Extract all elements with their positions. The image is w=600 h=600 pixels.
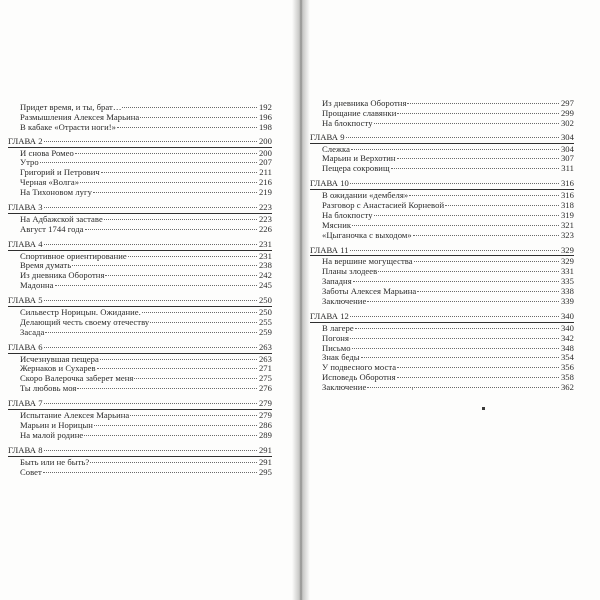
- entry-title: В ожидании «дембеля»: [322, 190, 409, 201]
- page-number: 316: [560, 190, 574, 201]
- entry-title: Исчезнувшая пещера: [20, 353, 99, 364]
- entry-title: На блокпосту: [322, 209, 373, 220]
- toc-entry: [8, 468, 272, 478]
- entry-title: Спортивное ориентирование: [20, 250, 127, 261]
- page-number: 338: [560, 286, 574, 297]
- entry-title: Западня: [322, 276, 352, 287]
- page-number: 259: [258, 326, 272, 337]
- page-number: 302: [560, 117, 574, 128]
- entry-title: Мадонна: [20, 280, 54, 291]
- dot-leader: [350, 250, 559, 251]
- toc-entry: [310, 383, 574, 393]
- dot-leader: [361, 357, 559, 358]
- page-number: 198: [258, 121, 272, 132]
- toc-chapter-heading: [8, 446, 272, 456]
- entry-title: Заключение: [322, 296, 367, 307]
- page-number: 362: [560, 382, 574, 393]
- dot-leader: [134, 378, 257, 379]
- dot-leader: [397, 158, 559, 159]
- toc-chapter-heading: [310, 246, 574, 256]
- entry-title: Ты любовь моя: [20, 383, 77, 394]
- entry-title: «Цыганочка с выходом»: [322, 229, 412, 240]
- page-number: 358: [560, 372, 574, 383]
- entry-title: Слежка: [322, 143, 350, 154]
- entry-title: Марьин и Верхотин: [322, 153, 396, 164]
- chapter-title: ГЛАВА 2: [8, 135, 43, 146]
- page-number: 323: [560, 229, 574, 240]
- page-number: 250: [258, 295, 272, 306]
- page-number: 200: [258, 135, 272, 146]
- chapter-title: ГЛАВА 12: [310, 310, 349, 321]
- dot-leader: [93, 192, 257, 193]
- page-number: 286: [258, 419, 272, 430]
- page-number: 348: [560, 342, 574, 353]
- page-number: 356: [560, 362, 574, 373]
- chapter-title: ГЛАВА 5: [8, 295, 43, 306]
- toc-entry: [8, 123, 272, 133]
- dot-leader: [100, 359, 257, 360]
- page-number: 295: [258, 466, 272, 477]
- toc-entry: [310, 119, 574, 129]
- dot-leader: [44, 403, 257, 404]
- chapter-title: ГЛАВА 9: [310, 131, 345, 142]
- dot-leader: [352, 225, 559, 226]
- dot-leader: [44, 244, 257, 245]
- dot-leader: [352, 348, 559, 349]
- dot-leader: [44, 347, 257, 348]
- page-number: 316: [560, 178, 574, 189]
- entry-title: Исповедь Оборотня: [322, 372, 396, 383]
- entry-title: Совет: [20, 466, 42, 477]
- dot-leader: [378, 271, 559, 272]
- entry-title: Погоня: [322, 332, 349, 343]
- left-table-of-contents: [8, 103, 272, 482]
- dot-leader: [346, 137, 559, 138]
- page-number: 354: [560, 352, 574, 363]
- page-number: 307: [560, 153, 574, 164]
- entry-title: Засада: [20, 326, 45, 337]
- toc-chapter-group: [310, 312, 574, 393]
- dot-leader: [367, 387, 559, 388]
- toc-entry: [310, 324, 574, 334]
- page-number: 340: [560, 310, 574, 321]
- toc-chapter-heading: [8, 399, 272, 409]
- page-number: 263: [258, 341, 272, 352]
- page-number: 339: [560, 296, 574, 307]
- dot-leader: [417, 291, 559, 292]
- dot-leader: [353, 281, 559, 282]
- dot-leader: [374, 215, 559, 216]
- dot-leader: [45, 332, 257, 333]
- toc-entry: [8, 318, 272, 328]
- page-number: 245: [258, 280, 272, 291]
- dot-leader: [407, 103, 559, 104]
- toc-entry: [310, 164, 574, 174]
- page-number: 335: [560, 276, 574, 287]
- chapter-title: ГЛАВА 11: [310, 244, 349, 255]
- dot-leader: [44, 300, 257, 301]
- dot-leader: [85, 229, 258, 230]
- entry-title: На малой родине: [20, 429, 84, 440]
- page-number: 211: [259, 167, 272, 178]
- entry-title: Испытание Алексея Марьина: [20, 410, 130, 421]
- entry-title: Пещера сокровищ: [322, 163, 390, 174]
- entry-title: На вершине могущества: [322, 256, 413, 267]
- entry-title: Черная «Волга»: [20, 177, 80, 188]
- dot-leader: [397, 367, 559, 368]
- dot-leader: [350, 316, 559, 317]
- dot-leader: [355, 328, 559, 329]
- page-number: 319: [560, 209, 574, 220]
- page-number: 342: [560, 332, 574, 343]
- entry-title: На Тихоновом лугу: [20, 187, 92, 198]
- page-number: 331: [560, 266, 574, 277]
- page-number: 231: [258, 238, 272, 249]
- dot-leader: [94, 425, 257, 426]
- dot-leader: [43, 472, 257, 473]
- page-number: 304: [560, 131, 574, 142]
- entry-title: Придет время, и ты, брат…: [20, 102, 122, 112]
- toc-entry: [8, 225, 272, 235]
- toc-chapter-heading: [310, 312, 574, 322]
- toc-entry: [8, 384, 272, 394]
- page-number: 291: [258, 444, 272, 455]
- dot-leader: [397, 113, 559, 114]
- entry-title: Из дневника Оборотня: [20, 270, 105, 281]
- right-table-of-contents: [310, 99, 574, 398]
- page-number: 263: [258, 353, 272, 364]
- page-number: 196: [258, 111, 272, 122]
- page-number: 297: [560, 98, 574, 108]
- chapter-title: ГЛАВА 8: [8, 444, 43, 455]
- toc-chapter-heading: [8, 137, 272, 147]
- entry-title: Григорий и Петрович: [20, 167, 100, 178]
- entry-title: Знак беды: [322, 352, 360, 363]
- page-number: 250: [258, 307, 272, 318]
- page-number: 255: [258, 316, 272, 327]
- entry-title: Письмо: [322, 342, 351, 353]
- page-number: 318: [560, 200, 574, 211]
- entry-title: Разговор с Анастасией Корневой: [322, 200, 445, 211]
- entry-title: Утро: [20, 157, 39, 168]
- toc-chapter-group: [310, 179, 574, 240]
- chapter-title: ГЛАВА 3: [8, 202, 43, 213]
- dot-leader: [80, 182, 257, 183]
- dot-leader: [351, 149, 559, 150]
- dot-leader: [75, 153, 257, 154]
- toc-chapter-group: [8, 343, 272, 394]
- toc-entry: [310, 297, 574, 307]
- toc-chapter-group: [8, 203, 272, 235]
- dot-leader: [117, 127, 257, 128]
- print-speck: [482, 407, 485, 410]
- dot-leader: [40, 162, 257, 163]
- chapter-title: ГЛАВА 10: [310, 178, 349, 189]
- page-number: 329: [560, 244, 574, 255]
- toc-chapter-group: [8, 240, 272, 291]
- dot-leader: [55, 285, 258, 286]
- dot-leader: [44, 141, 257, 142]
- page-number: 271: [258, 363, 272, 374]
- page-number: 238: [258, 260, 272, 271]
- page-number: 291: [258, 456, 272, 467]
- toc-chapter-group: [8, 296, 272, 338]
- entry-title: Прощание славянки: [322, 107, 397, 118]
- entry-title: Мясник: [322, 219, 352, 230]
- entry-title: На Адбажской заставе: [20, 213, 103, 224]
- entry-title: Быть или не быть?: [20, 456, 90, 467]
- toc-chapter-heading: [8, 296, 272, 306]
- dot-leader: [122, 107, 257, 108]
- dot-leader: [84, 435, 257, 436]
- page-number: 276: [258, 383, 272, 394]
- page-number: 226: [258, 223, 272, 234]
- page-number: 289: [258, 429, 272, 440]
- toc-chapter-group: [310, 133, 574, 175]
- page-number: 311: [561, 163, 574, 174]
- entry-title: Скоро Валерочка заберет меня: [20, 373, 134, 384]
- dot-leader: [367, 301, 559, 302]
- dot-leader: [77, 388, 257, 389]
- dot-leader: [414, 261, 559, 262]
- page-number: 231: [258, 250, 272, 261]
- entry-title: На блокпосту: [322, 117, 373, 128]
- page-number: 223: [258, 213, 272, 224]
- dot-leader: [105, 275, 257, 276]
- chapter-title: ГЛАВА 7: [8, 398, 43, 409]
- toc-chapter-group: [8, 137, 272, 198]
- book-gutter: [292, 0, 310, 600]
- dot-leader: [150, 322, 257, 323]
- page-number: 340: [560, 322, 574, 333]
- toc-continued-group: [310, 99, 574, 129]
- dot-leader: [350, 338, 559, 339]
- page-number: 219: [258, 187, 272, 198]
- entry-title: Август 1744 года: [20, 223, 84, 234]
- dot-leader: [409, 195, 559, 196]
- page-number: 223: [258, 202, 272, 213]
- page-number: 200: [258, 147, 272, 158]
- dot-leader: [72, 265, 257, 266]
- page-number: 299: [560, 107, 574, 118]
- dot-leader: [130, 415, 257, 416]
- entry-title: Заключение: [322, 382, 367, 393]
- toc-continued-group: [8, 103, 272, 133]
- chapter-title: ГЛАВА 4: [8, 238, 43, 249]
- page-number: 279: [258, 398, 272, 409]
- dot-leader: [142, 312, 257, 313]
- page-number: 242: [258, 270, 272, 281]
- page-number: 216: [258, 177, 272, 188]
- entry-title: Планы злодеев: [322, 266, 378, 277]
- toc-chapter-heading: [8, 343, 272, 353]
- dot-leader: [101, 172, 257, 173]
- entry-title: Из дневника Оборотня: [322, 98, 407, 108]
- entry-title: Делающий честь своему отечеству: [20, 316, 150, 327]
- page-number: 321: [560, 219, 574, 230]
- dot-leader: [140, 117, 257, 118]
- dot-leader: [97, 368, 257, 369]
- dot-leader: [374, 123, 559, 124]
- dot-leader: [90, 462, 257, 463]
- dot-leader: [44, 207, 257, 208]
- entry-title: В кабаке «Отрасти ноги!»: [20, 121, 117, 132]
- dot-leader: [128, 256, 257, 257]
- page-number: 207: [258, 157, 272, 168]
- dot-leader: [391, 168, 559, 169]
- toc-chapter-heading: [8, 203, 272, 213]
- entry-title: И снова Ромео: [20, 147, 74, 158]
- toc-entry: [8, 188, 272, 198]
- dot-leader: [397, 377, 559, 378]
- dot-leader: [445, 205, 559, 206]
- page-number: 329: [560, 256, 574, 267]
- toc-chapter-group: [8, 399, 272, 441]
- dot-leader: [413, 235, 559, 236]
- dot-leader: [350, 183, 559, 184]
- entry-title: В лагере: [322, 322, 354, 333]
- page-number: 279: [258, 410, 272, 421]
- toc-chapter-group: [310, 246, 574, 307]
- page-number: 192: [258, 102, 272, 112]
- entry-title: У подвесного моста: [322, 362, 397, 373]
- toc-chapter-heading: [310, 179, 574, 189]
- toc-chapter-heading: [8, 240, 272, 250]
- toc-entry: [8, 281, 272, 291]
- dot-leader: [44, 450, 257, 451]
- page-number: 304: [560, 143, 574, 154]
- toc-entry: [310, 231, 574, 241]
- toc-entry: [8, 431, 272, 441]
- page-number: 275: [258, 373, 272, 384]
- toc-entry: [8, 458, 272, 468]
- entry-title: Заботы Алексея Марьина: [322, 286, 417, 297]
- entry-title: Жернаков и Сухарев: [20, 363, 96, 374]
- dot-leader: [104, 219, 257, 220]
- print-speck: [412, 388, 413, 390]
- toc-entry: [8, 149, 272, 159]
- toc-entry: [8, 328, 272, 338]
- entry-title: Марьин и Норицын: [20, 419, 93, 430]
- entry-title: Размышления Алексея Марьина: [20, 111, 140, 122]
- entry-title: Время думать: [20, 260, 72, 271]
- toc-chapter-heading: [310, 133, 574, 143]
- entry-title: Сильвестр Норицын. Ожидание.: [20, 307, 141, 318]
- chapter-title: ГЛАВА 6: [8, 341, 43, 352]
- toc-chapter-group: [8, 446, 272, 478]
